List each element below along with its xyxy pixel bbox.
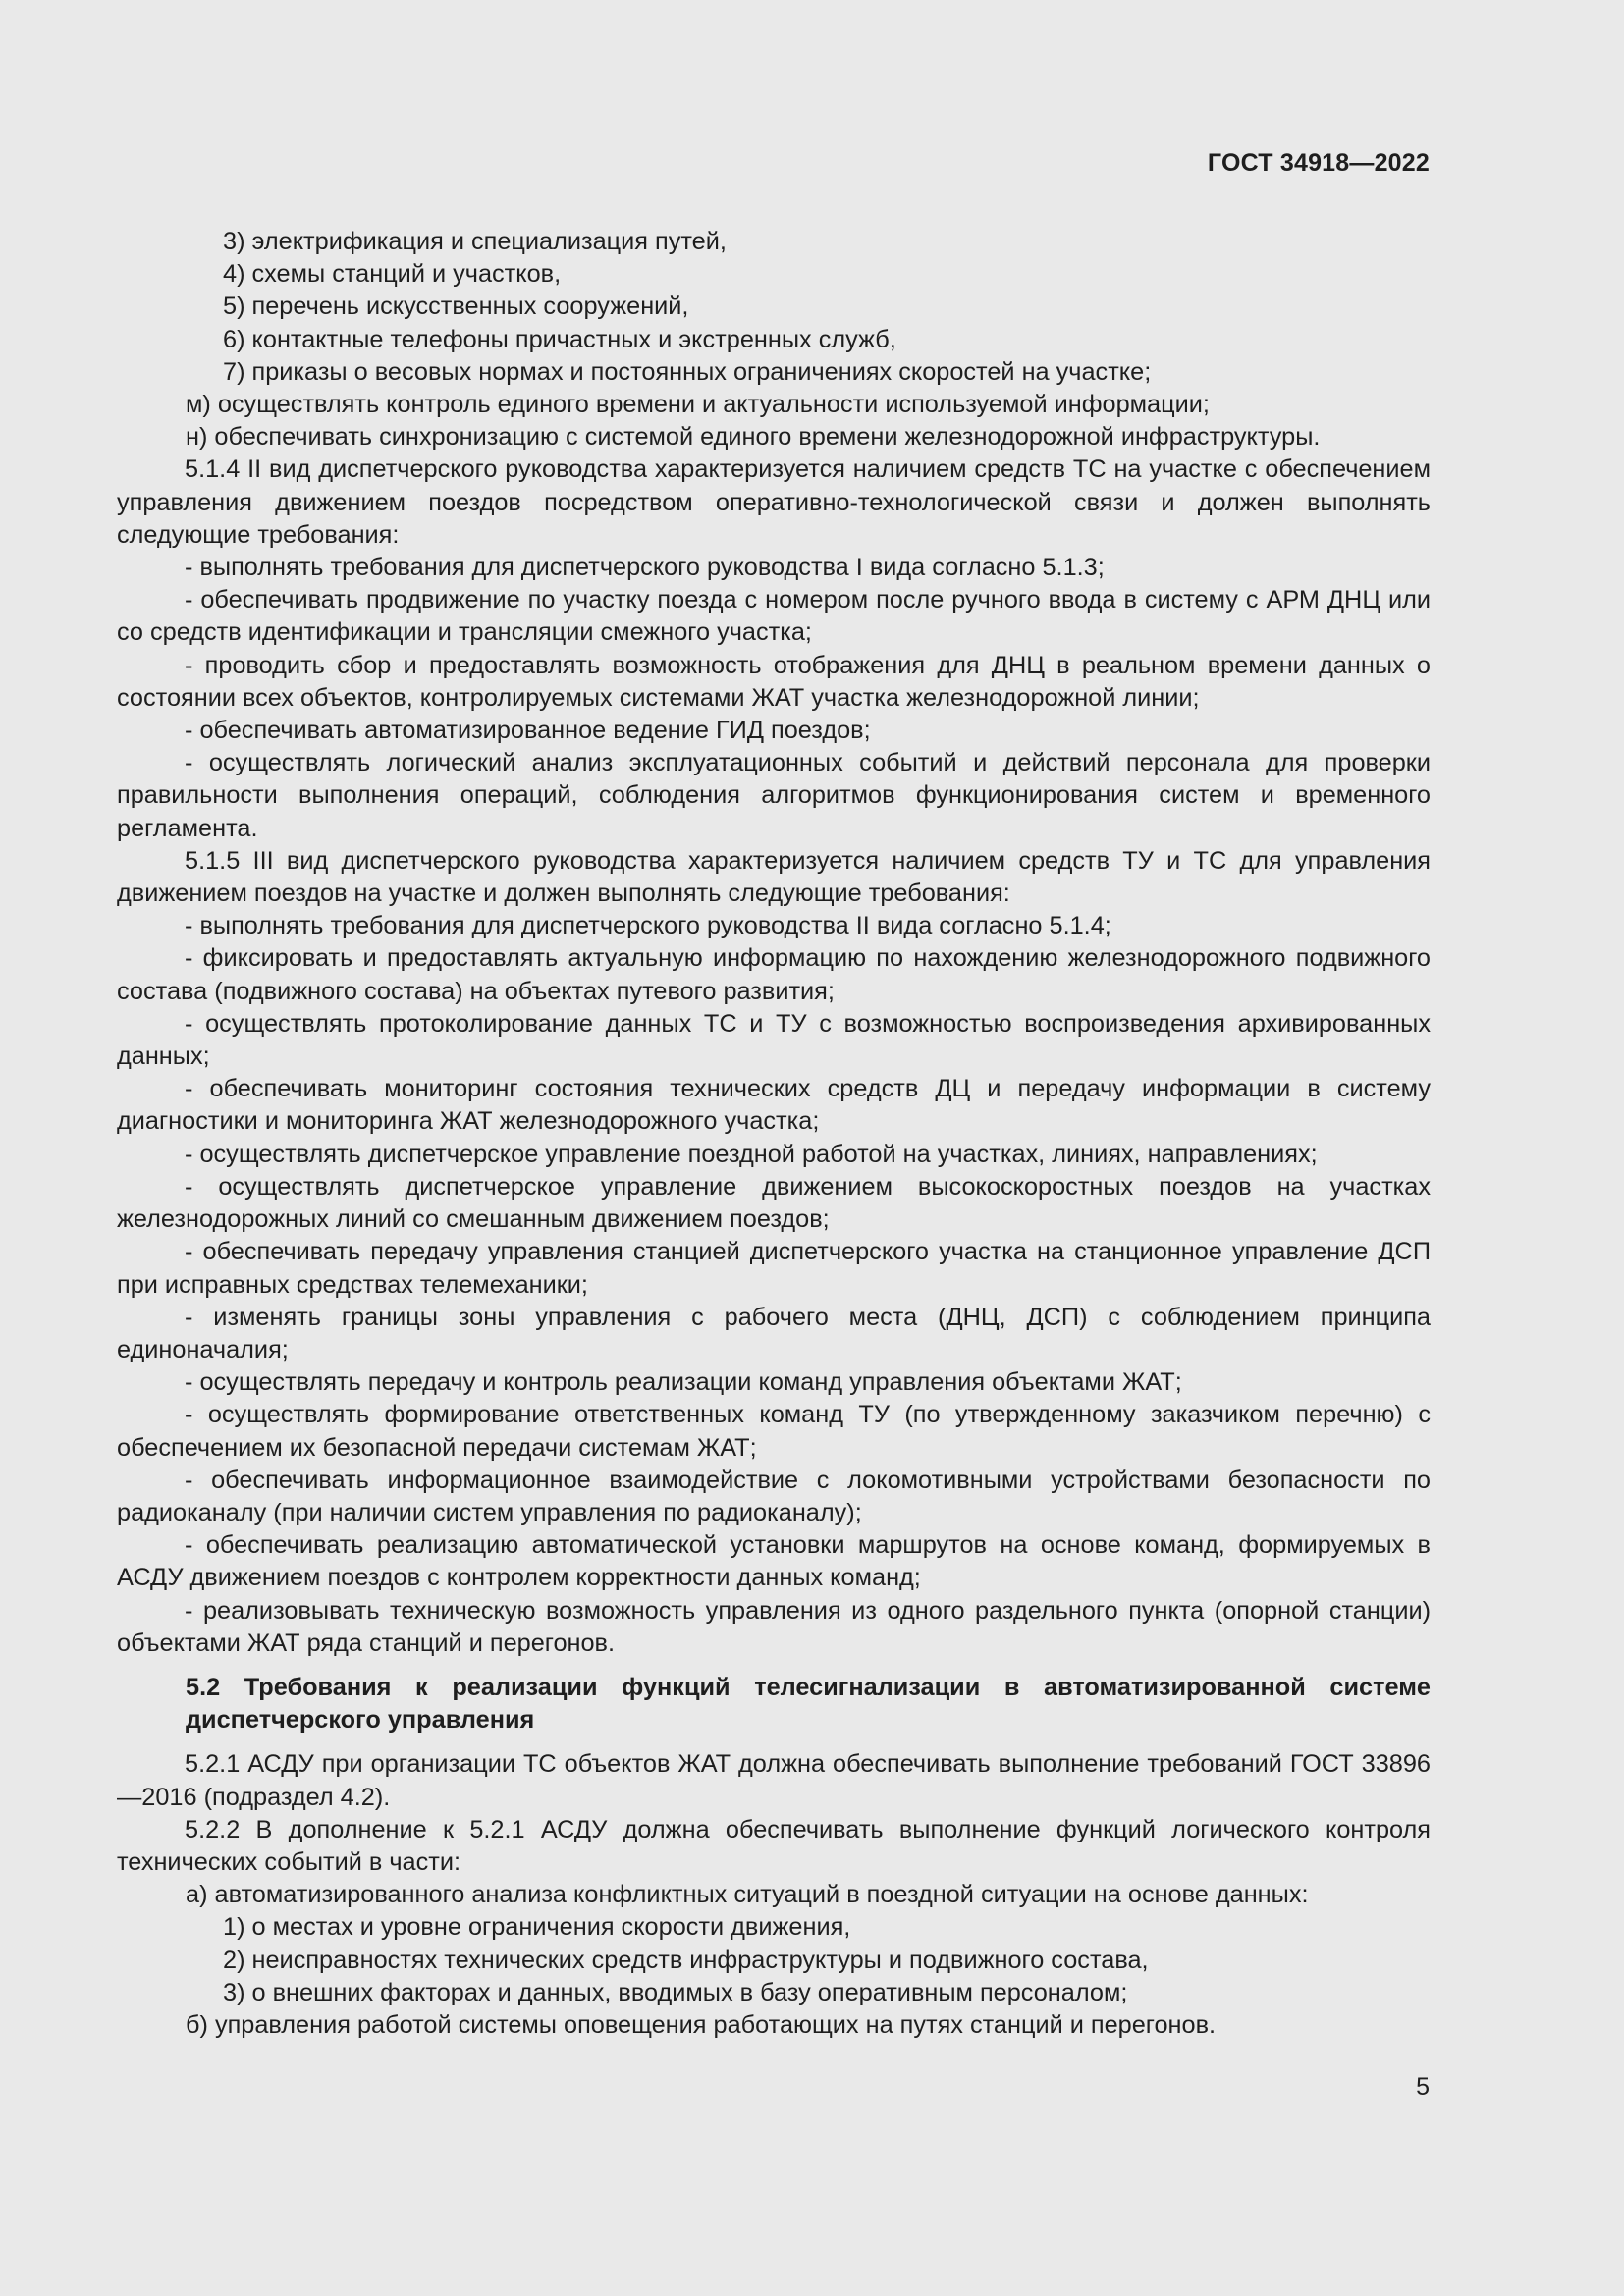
- paragraph: - осуществлять логический анализ эксплуатационных событий и действий персонала для проверки правильности выполнения операций, соблюдения алгоритмов функционирования систем и временного регламента.: [117, 749, 1431, 842]
- paragraph: - фиксировать и предоставлять актуальную информацию по нахождению железнодорожного подвижного состава (подвижного состава) на объектах путевого развития;: [117, 944, 1431, 1005]
- paragraph: 5) перечень искусственных сооружений,: [223, 293, 689, 321]
- paragraph: - осуществлять протоколирование данных ТС и ТУ с возможностью воспроизведения архивированных данных;: [117, 1009, 1431, 1071]
- paragraph: - осуществлять диспетчерское управление поездной работой на участках, линиях, направлениях;: [185, 1140, 1318, 1168]
- paragraph: - обеспечивать продвижение по участку поезда с номером после ручного ввода в систему с АРМ ДНЦ или со средств идентификации и трансляции смежного участка;: [117, 586, 1431, 647]
- paragraph: 7) приказы о весовых нормах и постоянных ограничениях скоростей на участке;: [223, 357, 1152, 386]
- paragraph: 1) о местах и уровне ограничения скорости движения,: [223, 1913, 851, 1942]
- paragraph: 4) схемы станций и участков,: [223, 260, 562, 289]
- paragraph: - реализовывать техническую возможность управления из одного раздельного пункта (опорной станции) объектами ЖАТ ряда станций и перегонов.: [117, 1596, 1431, 1657]
- document-number-header: ГОСТ 34918—2022: [1207, 149, 1430, 177]
- paragraph: н) обеспечивать синхронизацию с системой единого времени железнодорожной инфраструктуры.: [186, 423, 1321, 452]
- page-number: 5: [1416, 2073, 1430, 2101]
- document-body: [117, 226, 1431, 2042]
- paragraph: а) автоматизированного анализа конфликтных ситуаций в поездной ситуации на основе данных:: [186, 1881, 1309, 1909]
- paragraph: 3) о внешних факторах и данных, вводимых в базу оперативным персоналом;: [223, 1978, 1128, 2006]
- paragraph: 5.2.2 В дополнение к 5.2.1 АСДУ должна обеспечивать выполнение функций логического контроля технических событий в части:: [117, 1815, 1431, 1876]
- paragraph: - изменять границы зоны управления с рабочего места (ДНЦ, ДСП) с соблюдением принципа единоначалия;: [117, 1303, 1431, 1363]
- paragraph: - обеспечивать реализацию автоматической установки маршрутов на основе команд, формируемых в АСДУ движением поездов с контролем корректности данных команд;: [117, 1531, 1431, 1592]
- paragraph: 6) контактные телефоны причастных и экстренных служб,: [223, 325, 896, 353]
- paragraph: б) управления работой системы оповещения работающих на путях станций и перегонов.: [186, 2010, 1217, 2039]
- paragraph: - обеспечивать передачу управления станцией диспетчерского участка на станционное управление ДСП при исправных средствах телемеханики;: [117, 1238, 1431, 1299]
- section-heading: 5.2 Требования к реализации функций телесигнализации в автоматизированной системе диспетчерского управления: [186, 1673, 1431, 1735]
- paragraph: 3) электрификация и специализация путей,: [223, 228, 727, 255]
- paragraph: 5.2.1 АСДУ при организации ТС объектов ЖАТ должна обеспечивать выполнение требований ГОСТ 33896—2016 (подраздел 4.2).: [117, 1750, 1431, 1811]
- paragraph: - осуществлять диспетчерское управление движением высокоскоростных поездов на участках железнодорожных линий со смешанным движением поездов;: [117, 1172, 1431, 1234]
- paragraph: м) осуществлять контроль единого времени и актуальности используемой информации;: [186, 391, 1210, 419]
- paragraph: - выполнять требования для диспетчерского руководства II вида согласно 5.1.4;: [185, 912, 1111, 940]
- paragraph: - выполнять требования для диспетчерского руководства I вида согласно 5.1.3;: [185, 554, 1105, 582]
- paragraph: - обеспечивать мониторинг состояния технических средств ДЦ и передачу информации в систему диагностики и мониторинга ЖАТ железнодорожного участка;: [117, 1075, 1431, 1136]
- paragraph: 5.1.4 II вид диспетчерского руководства характеризуется наличием средств ТС на участке с обеспечением управления движением поездов посредством оперативно-технологической связи и должен выполнять следующие требования:: [117, 455, 1431, 549]
- paragraph: - обеспечивать информационное взаимодействие с локомотивными устройствами безопасности по радиоканалу (при наличии систем управления по радиоканалу);: [117, 1466, 1431, 1526]
- paragraph: 5.1.5 III вид диспетчерского руководства характеризуется наличием средств ТУ и ТС для управления движением поездов на участке и должен выполнять следующие требования:: [117, 846, 1431, 908]
- paragraph: - проводить сбор и предоставлять возможность отображения для ДНЦ в реальном времени данных о состоянии всех объектов, контролируемых системами ЖАТ участка железнодорожной линии;: [117, 651, 1431, 712]
- paragraph: - обеспечивать автоматизированное ведение ГИД поездов;: [185, 717, 871, 745]
- paragraph: 2) неисправностях технических средств инфраструктуры и подвижного состава,: [223, 1946, 1149, 1974]
- paragraph: - осуществлять формирование ответственных команд ТУ (по утвержденному заказчиком перечню) с обеспечением их безопасной передачи системам ЖАТ;: [117, 1401, 1431, 1462]
- paragraph: - осуществлять передачу и контроль реализации команд управления объектами ЖАТ;: [185, 1368, 1182, 1397]
